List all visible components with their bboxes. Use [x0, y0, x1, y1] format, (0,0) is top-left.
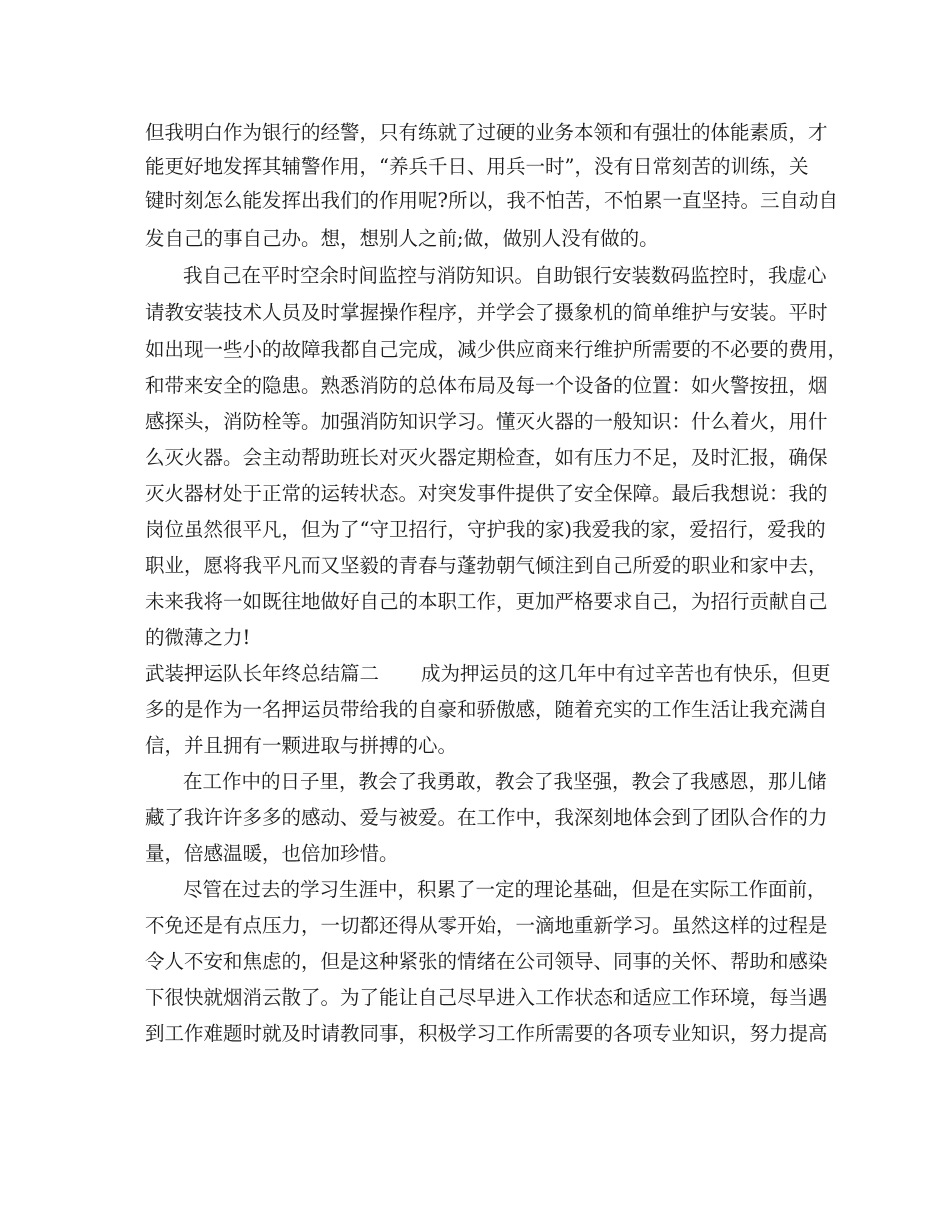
text-line: 请教安装技术人员及时掌握操作程序，并学会了摄象机的简单维护与安装。平时 — [145, 301, 828, 324]
section-heading-line — [145, 657, 831, 691]
text-line: 信，并且拥有一颗进取与拼搏的心。 — [145, 734, 458, 757]
text-line: 岗位虽然很平凡，但为了“守卫招行，守护我的家)我爱我的家，爱招行，爱我的 — [145, 518, 826, 541]
text-line: 令人不安和焦虑的，但是这种紧张的情绪在公司领导、同事的关怀、帮助和感染 — [145, 950, 828, 973]
text-line: 未来我将一如既往地做好自己的本职工作，更加严格要求自己，为招行贡献自己 — [145, 590, 828, 613]
text-line: 量，倍感温暖，也倍加珍惜。 — [145, 842, 399, 865]
text-line: 但我明白作为银行的经警，只有练就了过硬的业务本领和有强壮的体能素质，才 — [145, 121, 828, 144]
text-line: 在工作中的日子里，教会了我勇敢，教会了我坚强，教会了我感恩，那儿储 — [183, 770, 827, 793]
text-line: 灭火器材处于正常的运转状态。对突发事件提供了安全保障。最后我想说：我的 — [145, 482, 828, 505]
text-line: 的微薄之力! — [145, 626, 251, 649]
section-heading: 武装押运队长年终总结篇二 — [145, 662, 380, 685]
text-line: 下很快就烟消云散了。为了能让自己尽早进入工作状态和适应工作环境，每当遇 — [145, 986, 828, 1009]
text-line: 和带来安全的隐患。熟悉消防的总体布局及每一个设备的位置：如火警按扭，烟 — [145, 374, 828, 397]
text-line: 键时刻怎么能发挥出我们的作用呢?所以，我不怕苦，不怕累一直坚持。三自动自 — [145, 189, 838, 212]
text-line: 职业，愿将我平凡而又坚毅的青春与蓬勃朝气倾注到自己所爱的职业和家中去， — [145, 554, 828, 577]
text-line: 多的是作为一名押运员带给我的自豪和骄傲感，随着充实的工作生活让我充满自 — [145, 698, 828, 721]
text-line: 藏了我许许多多的感动、爱与被爱。在工作中，我深刻地体会到了团队合作的力 — [145, 806, 828, 829]
text-line: 感探头，消防栓等。加强消防知识学习。懂灭火器的一般知识：什么着火，用什 — [145, 410, 828, 433]
text-line: 到工作难题时就及时请教同事，积极学习工作所需要的各项专业知识，努力提高 — [145, 1022, 828, 1045]
text-line: 发自己的事自己办。想，想别人之前;做，做别人没有做的。 — [145, 227, 659, 250]
text-line: 能更好地发挥其辅警作用，“养兵千日、用兵一时”，没有日常刻苦的训练，关 — [145, 155, 809, 178]
text-line: 尽管在过去的学习生涯中，积累了一定的理论基础，但是在实际工作面前， — [183, 878, 827, 901]
text-line: 不免还是有点压力，一切都还得从零开始，一滴地重新学习。虽然这样的过程是 — [145, 914, 828, 937]
text-line: 如出现一些小的故障我都自己完成，减少供应商来行维护所需要的不必要的费用， — [145, 338, 848, 361]
text-line: 我自己在平时空余时间监控与消防知识。自助银行安装数码监控时，我虚心 — [183, 264, 827, 287]
text-line: 么灭火器。会主动帮助班长对灭火器定期检查，如有压力不足，及时汇报，确保 — [145, 446, 828, 469]
text-line: 成为押运员的这几年中有过辛苦也有快乐，但更 — [421, 662, 831, 685]
